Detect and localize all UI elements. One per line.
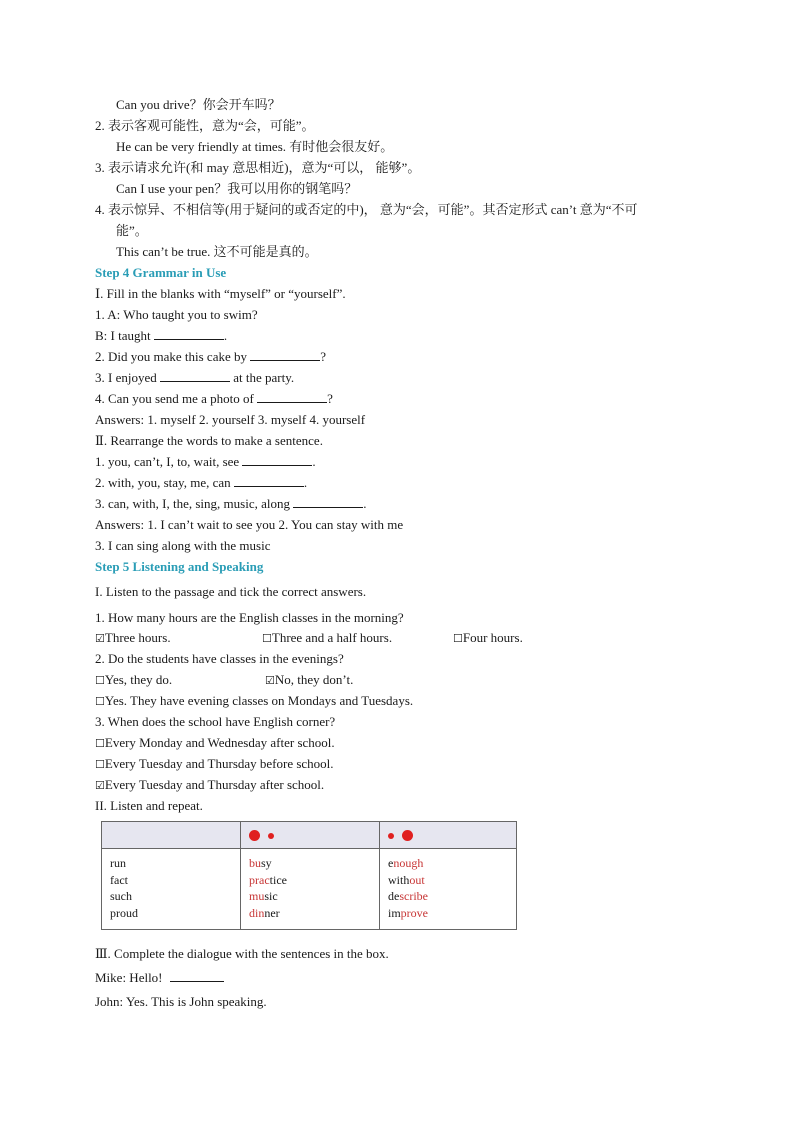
question-2 bbox=[95, 348, 326, 366]
listening-question-2: 2. Do the students have classes in the evenings? bbox=[95, 651, 344, 666]
option-label: Three hours. bbox=[104, 630, 171, 645]
dialogue-john: John: Yes. This is John speaking. bbox=[95, 994, 267, 1009]
option[interactable] bbox=[95, 692, 413, 711]
step5-part3-title: Ⅲ. Complete the dialogue with the sentences in the box. bbox=[95, 946, 389, 961]
word bbox=[249, 888, 371, 905]
unstressed-syllable: sic bbox=[264, 889, 278, 903]
step4-part2-title: Ⅱ. Rearrange the words to make a sentence. bbox=[95, 433, 323, 448]
stressed-syllable: mu bbox=[249, 889, 265, 903]
question-text-end: ? bbox=[327, 391, 333, 406]
question-3 bbox=[95, 369, 294, 387]
usage-note: 3. 表示请求允许(和 may 意思相近)，意为“可以， 能够”。 bbox=[95, 160, 421, 175]
unstressed-syllable: sy bbox=[261, 856, 272, 870]
checked-box-icon[interactable]: ☑ bbox=[265, 674, 275, 687]
unstressed-syllable-dot-icon bbox=[388, 833, 394, 839]
example-sentence: Can you drive？你会开车吗？ bbox=[116, 97, 281, 112]
rearrange-words: 2. with, you, stay, me, can bbox=[95, 475, 231, 490]
checkbox-icon[interactable]: ☐ bbox=[95, 695, 105, 708]
question-text: B: I taught bbox=[95, 328, 151, 343]
option[interactable] bbox=[453, 629, 523, 648]
option-checked[interactable] bbox=[95, 776, 324, 795]
example-sentence: Can I use your pen？我可以用你的钢笔吗？ bbox=[116, 181, 358, 196]
word bbox=[388, 888, 508, 905]
option-checked[interactable] bbox=[265, 671, 353, 690]
word: run bbox=[110, 856, 126, 870]
question-4 bbox=[95, 390, 333, 408]
rearrange-3: 3. can, with, I, the, sing, music, along . bbox=[95, 496, 367, 511]
stress-pattern-table bbox=[101, 821, 517, 930]
stressed-syllable: prove bbox=[400, 905, 428, 920]
stressed-syllable: out bbox=[409, 872, 425, 887]
checkbox-icon[interactable]: ☐ bbox=[95, 674, 105, 687]
option[interactable] bbox=[95, 755, 334, 774]
option-label: Every Tuesday and Thursday after school. bbox=[104, 777, 325, 792]
word: proud bbox=[110, 905, 138, 920]
checked-box-icon[interactable]: ☑ bbox=[95, 779, 105, 792]
answers-part2-line1: Answers: 1. I can’t wait to see you 2. You can stay with me bbox=[95, 517, 404, 532]
word bbox=[249, 905, 371, 922]
checkbox-icon[interactable]: ☐ bbox=[453, 632, 463, 645]
header-cell-stress-first bbox=[241, 822, 380, 849]
stressed-syllable-dot-icon bbox=[249, 830, 260, 841]
header-cell-stress-second bbox=[380, 822, 517, 849]
word bbox=[249, 872, 371, 889]
unstressed-syllable: ner bbox=[264, 905, 280, 920]
answer-blank[interactable] bbox=[154, 327, 224, 340]
unstressed-syllable: de bbox=[388, 889, 400, 903]
unstressed-syllable: e bbox=[388, 856, 394, 870]
step5-heading: Step 5 Listening and Speaking bbox=[95, 559, 264, 574]
answer-blank[interactable] bbox=[250, 348, 320, 361]
answer-blank[interactable] bbox=[234, 474, 304, 487]
usage-note-continued: 能”。 bbox=[116, 223, 148, 238]
rearrange-words: 3. can, with, I, the, sing, music, along bbox=[95, 496, 290, 511]
answer-blank[interactable] bbox=[293, 495, 363, 508]
answer-blank[interactable] bbox=[257, 390, 327, 403]
stressed-syllable: prac bbox=[249, 872, 270, 887]
rearrange-1: 1. you, can’t, I, to, wait, see . bbox=[95, 454, 316, 469]
option[interactable] bbox=[95, 734, 335, 753]
option-label: No, they don’t. bbox=[274, 672, 354, 687]
option[interactable] bbox=[262, 629, 392, 648]
header-cell-empty bbox=[102, 822, 241, 849]
stressed-syllable: nough bbox=[393, 856, 424, 870]
question-text: 4. Can you send me a photo of bbox=[95, 391, 254, 406]
answers-part1: Answers: 1. myself 2. yourself 3. myself 4. yourself bbox=[95, 412, 366, 427]
question-text-end: ? bbox=[320, 349, 327, 364]
option-label: Yes, they do. bbox=[104, 672, 173, 687]
stressed-syllable: scribe bbox=[399, 889, 428, 903]
step4-heading: Step 4 Grammar in Use bbox=[95, 265, 227, 280]
question-text: 2. Did you make this cake by bbox=[95, 349, 247, 364]
column-one-syllable bbox=[102, 849, 241, 930]
unstressed-syllable: im bbox=[388, 905, 401, 920]
question-1b: B: I taught . bbox=[95, 328, 228, 343]
word: such bbox=[110, 889, 132, 903]
usage-note: 2. 表示客观可能性，意为“会，可能”。 bbox=[95, 118, 315, 133]
question-1a: 1. A: Who taught you to swim? bbox=[95, 307, 258, 322]
unstressed-syllable: with bbox=[388, 872, 410, 887]
question-text: 3. I enjoyed bbox=[95, 370, 157, 385]
example-sentence: This can’t be true. 这不可能是真的。 bbox=[116, 244, 318, 259]
stressed-syllable: din bbox=[249, 905, 265, 920]
rearrange-words: 1. you, can’t, I, to, wait, see bbox=[95, 454, 240, 469]
example-sentence: He can be very friendly at times. 有时他会很友好。 bbox=[116, 139, 394, 154]
word bbox=[388, 872, 508, 889]
table-row bbox=[102, 849, 517, 930]
step5-part2-title: II. Listen and repeat. bbox=[95, 798, 203, 813]
listening-question-1: 1. How many hours are the English classes in the morning? bbox=[95, 610, 404, 625]
unstressed-syllable-dot-icon bbox=[268, 833, 274, 839]
word bbox=[388, 855, 508, 872]
step4-part1-title: Ⅰ. Fill in the blanks with “myself” or “yourself”. bbox=[95, 286, 346, 301]
answer-blank[interactable] bbox=[242, 453, 312, 466]
stressed-syllable-dot-icon bbox=[402, 830, 413, 841]
usage-note: 4. 表示惊异、不相信等(用于疑问的或否定的中)， 意为“会，可能”。其否定形式 can’t 意为“不可 bbox=[95, 202, 638, 217]
option-label: Every Monday and Wednesday after school. bbox=[104, 735, 335, 750]
word bbox=[249, 855, 371, 872]
rearrange-2: 2. with, you, stay, me, can . bbox=[95, 475, 308, 490]
dialogue-text: Mike: Hello! bbox=[95, 970, 163, 985]
column-stress-second bbox=[380, 849, 517, 930]
checkbox-icon[interactable]: ☐ bbox=[95, 758, 105, 771]
column-stress-first bbox=[241, 849, 380, 930]
stressed-syllable: bu bbox=[249, 856, 261, 870]
listening-question-3: 3. When does the school have English corner? bbox=[95, 714, 336, 729]
option-label: Yes. They have evening classes on Mondays and Tuesdays. bbox=[104, 693, 414, 708]
unstressed-syllable: tice bbox=[269, 872, 287, 887]
option-label: Every Tuesday and Thursday before school. bbox=[104, 756, 334, 771]
word bbox=[388, 905, 508, 922]
option-label: Three and a half hours. bbox=[271, 630, 393, 645]
step5-part1-title: I. Listen to the passage and tick the correct answers. bbox=[95, 584, 367, 599]
checkbox-icon[interactable]: ☐ bbox=[262, 632, 272, 645]
question-text-end: at the party. bbox=[233, 370, 295, 385]
table-header-row bbox=[102, 822, 517, 849]
answers-part2-line2: 3. I can sing along with the music bbox=[95, 538, 271, 553]
option-checked[interactable] bbox=[95, 629, 171, 648]
dialogue-mike bbox=[95, 969, 224, 987]
checkbox-icon[interactable]: ☐ bbox=[95, 737, 105, 750]
answer-blank[interactable] bbox=[170, 969, 224, 982]
checked-box-icon[interactable]: ☑ bbox=[95, 632, 105, 645]
answer-blank[interactable] bbox=[160, 369, 230, 382]
option-label: Four hours. bbox=[462, 630, 523, 645]
word: fact bbox=[110, 872, 128, 887]
option[interactable] bbox=[95, 671, 172, 690]
